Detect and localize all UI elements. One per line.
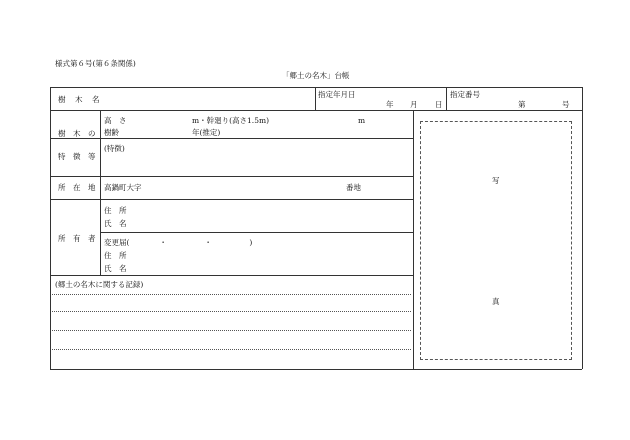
month-label: 月	[410, 100, 418, 109]
photo-area	[420, 121, 572, 360]
features-label-line1: 樹 木 の	[58, 129, 96, 138]
age-label: 樹齢	[104, 128, 119, 137]
features-label-line2: 特 徴 等	[58, 152, 96, 161]
new-owner-name-label: 氏 名	[104, 264, 127, 273]
tree-name-label: 樹 木 名	[58, 95, 101, 104]
photo-char-1: 写	[492, 176, 500, 185]
owner-label: 所 有 者	[58, 234, 96, 243]
form-number: 様式第６号(第６条関係)	[55, 59, 136, 68]
number-suffix: 号	[562, 100, 570, 109]
banchi-label: 番地	[346, 183, 361, 192]
number-prefix: 第	[518, 100, 526, 109]
age-unit: 年(推定)	[192, 128, 221, 137]
designation-number-label: 指定番号	[450, 90, 480, 99]
photo-char-2: 真	[492, 297, 500, 306]
records-label: (郷土の名木に関する記録)	[55, 280, 144, 289]
owner-name-label: 氏 名	[104, 219, 127, 228]
page-title: 「郷土の名木」台帳	[282, 71, 350, 80]
height-unit: m・幹廻り(高さ1.5m)	[192, 116, 270, 125]
owner-address-label: 住 所	[104, 206, 127, 215]
day-label: 日	[435, 100, 443, 109]
location-label: 所 在 地	[58, 183, 96, 192]
features-note-label: (特徴)	[104, 144, 125, 153]
year-label: 年	[386, 100, 394, 109]
height-label: 高 さ	[104, 116, 127, 125]
change-notice-label: 変更届( ・ ・ )	[104, 238, 253, 247]
designated-date-label: 指定年月日	[318, 90, 356, 99]
new-owner-address-label: 住 所	[104, 251, 127, 260]
town-label: 高鍋町大字	[104, 183, 142, 192]
girth-unit: m	[358, 116, 366, 125]
